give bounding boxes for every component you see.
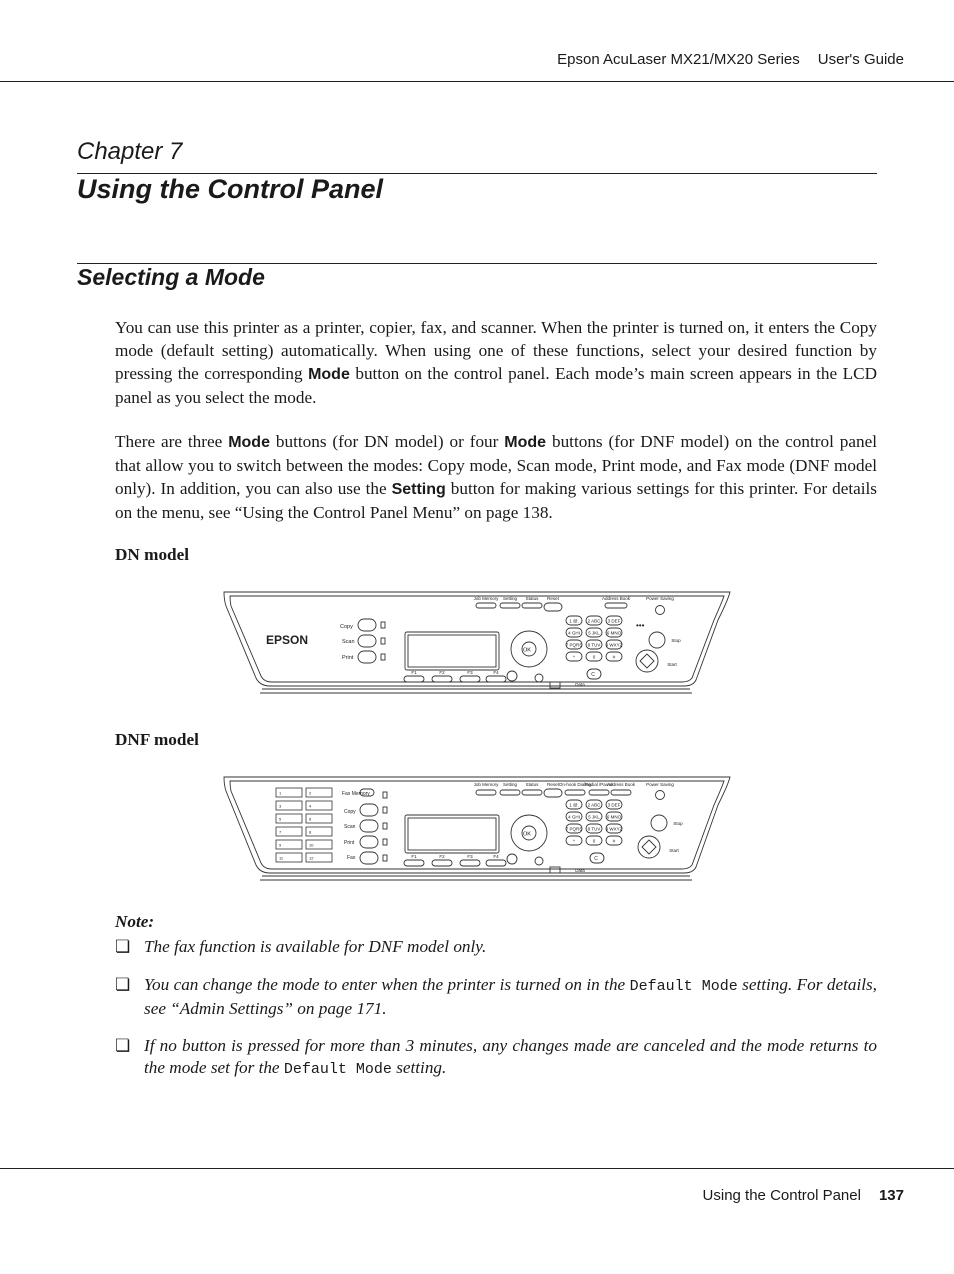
- keypad-key-label: 7 PQRS: [565, 826, 583, 832]
- power-saving-label: Power Saving: [646, 782, 674, 787]
- ok-label: OK: [523, 647, 531, 654]
- footer-rule: [0, 1168, 954, 1169]
- status-label: Status: [525, 782, 539, 787]
- one-touch-key-label: 2: [309, 790, 312, 796]
- intro-paragraph: You can use this printer as a printer, copier, fax, and scanner. When the printer is turned on, it enters the Copy mode (default setting) automatically. When using one of these functions, select your desired function by pressing the corresponding Mode button on the control panel. Each mode’s main screen appears in the LCD panel as you select the mode.: [115, 318, 878, 407]
- checkbox-bullet-icon: ❏: [115, 937, 131, 956]
- dnf-model-label: DNF model: [115, 730, 199, 749]
- keypad-key-label: 3 DEF: [607, 618, 621, 624]
- header-text: [557, 51, 904, 68]
- header-guide: User's Guide: [817, 51, 904, 68]
- scan-button[interactable]: [358, 635, 376, 647]
- f1-label: F1: [411, 854, 417, 859]
- keypad-key-label: 1 @.: [569, 802, 579, 808]
- keypad-key-label: #: [612, 838, 616, 844]
- f1-label: F1: [411, 670, 417, 675]
- f4-label: F4: [493, 854, 499, 859]
- one-touch-key-label: 9: [279, 842, 282, 848]
- one-touch-key-label: 8: [309, 829, 312, 835]
- keypad-key-label: 9 WXYZ: [605, 826, 623, 832]
- scan-label: Scan: [342, 639, 355, 645]
- setting-label: Setting: [502, 782, 518, 787]
- note-item-3: ❏ If no button is pressed for more than 3 minutes, any changes made are canceled and the mode returns to the mode set for the Default Mode setting.: [115, 1036, 877, 1078]
- note-item-2: ❏ You can change the mode to enter when the printer is turned on in the Default Mode setting. For details, see “Admin Settings” on page 171.: [115, 975, 877, 1018]
- note-label: Note:: [115, 912, 155, 931]
- setting-label: Setting: [502, 596, 518, 601]
- chapter-title: Using the Control Panel: [77, 174, 384, 204]
- dn-control-panel-figure: [222, 590, 732, 696]
- stop-label: Stop: [671, 638, 681, 643]
- data-label: Data: [575, 868, 585, 873]
- keypad-key-label: 6 MNO: [606, 814, 622, 820]
- stop-label: Stop: [673, 821, 683, 826]
- chapter-label: Chapter 7: [77, 138, 183, 165]
- print-button[interactable]: [358, 651, 376, 663]
- one-touch-key-label: 7: [279, 829, 282, 835]
- keypad-key-label: 2 ABC: [587, 802, 601, 808]
- address-book-label: Address Book: [601, 596, 631, 601]
- mode-keyword: Mode: [308, 366, 350, 383]
- keypad-key-label: 5 JKL: [588, 814, 600, 820]
- page-footer: [703, 1187, 904, 1204]
- reset-label: Reset: [547, 596, 559, 601]
- keypad-key-label: 5 JKL: [588, 630, 600, 636]
- start-button[interactable]: [638, 836, 660, 858]
- address-book-label: Address Book: [606, 782, 636, 787]
- f4-label: F4: [493, 670, 499, 675]
- stop-button[interactable]: [651, 815, 667, 831]
- keypad-key-label: *: [573, 838, 575, 844]
- reset-label: Reset: [547, 782, 559, 787]
- one-touch-key-label: 3: [279, 803, 282, 809]
- checkbox-bullet-icon: ❏: [115, 975, 131, 994]
- scan-label: Scan: [344, 824, 356, 830]
- keypad-key-label: 4 GHI: [568, 630, 580, 636]
- ellipsis-dots: •••: [636, 621, 645, 630]
- f3-label: F3: [467, 670, 473, 675]
- one-touch-keys[interactable]: [276, 788, 332, 862]
- keypad-key-label: 8 TUV: [587, 826, 601, 832]
- lcd-screen: [405, 815, 499, 853]
- job-memory-label: Job Memory: [473, 596, 499, 601]
- footer-title: Using the Control Panel: [702, 1187, 861, 1204]
- keypad-key-label: 6 MNO: [606, 630, 622, 636]
- keypad-key-label: 2 ABC: [587, 618, 601, 624]
- one-touch-key-label: 10: [309, 842, 314, 848]
- header-product: Epson AcuLaser MX21/MX20 Series: [557, 51, 800, 68]
- keypad-key-label: 3 DEF: [607, 802, 621, 808]
- modes-paragraph: There are three Mode buttons (for DN model) or four Mode buttons (for DNF model) on the control panel that allow you to switch between the modes: Copy mode, Scan mode, Print mode, and Fax mode (DNF model only). In addition, you can also use the Setting button for making various settings for this printer. For details on the menu, see “Using the Control Panel Menu” on page 138.: [115, 432, 877, 522]
- copy-button[interactable]: [360, 804, 378, 816]
- copy-button[interactable]: [358, 619, 376, 631]
- keypad-key-label: 9 WXYZ: [605, 642, 623, 648]
- default-mode-code: Default Mode: [283, 1061, 392, 1078]
- f3-label: F3: [467, 854, 473, 859]
- fax-label: Fax: [347, 855, 356, 861]
- on-hook-label: On-hook Dialing: [558, 782, 592, 787]
- status-label: Status: [525, 596, 539, 601]
- default-mode-code: Default Mode: [629, 978, 738, 995]
- dn-model-label: DN model: [115, 545, 189, 564]
- reset-button[interactable]: [544, 789, 562, 797]
- setting-keyword: Setting: [391, 481, 446, 498]
- one-touch-key-label: 6: [309, 816, 312, 822]
- checkbox-bullet-icon: ❏: [115, 1036, 131, 1055]
- keypad-key-label: *: [573, 654, 575, 660]
- power-saving-button[interactable]: [656, 791, 665, 800]
- ok-label: OK: [523, 831, 531, 838]
- one-touch-key-label: 11: [279, 855, 284, 861]
- keypad-key-label: #: [612, 654, 616, 660]
- one-touch-key-label: 5: [279, 816, 282, 822]
- page-number: 137: [878, 1187, 904, 1204]
- print-label: Print: [342, 655, 354, 661]
- clear-label: C: [591, 672, 595, 678]
- fax-button[interactable]: [360, 852, 378, 864]
- power-saving-button[interactable]: [656, 606, 665, 615]
- start-button[interactable]: [636, 650, 658, 672]
- copy-label: Copy: [344, 809, 356, 815]
- f2-label: F2: [439, 670, 445, 675]
- f2-label: F2: [439, 854, 445, 859]
- power-saving-label: Power Saving: [646, 596, 674, 601]
- scan-button[interactable]: [360, 820, 378, 832]
- clear-label: C: [594, 856, 598, 862]
- keypad-key-label: 0: [592, 838, 596, 844]
- keypad-key-label: 8 TUV: [587, 642, 601, 648]
- start-label: Start: [667, 662, 677, 667]
- keypad-key-label: 0: [592, 654, 596, 660]
- stop-button[interactable]: [649, 632, 665, 648]
- numeric-keypad[interactable]: [566, 616, 623, 661]
- print-label: Print: [344, 840, 355, 846]
- brand-logo: EPSON: [266, 633, 309, 647]
- keypad-key-label: 1 @.: [569, 618, 579, 624]
- one-touch-key-label: 1: [279, 790, 282, 796]
- redial-pause-label: Redial /Pause: [584, 782, 614, 787]
- data-label: Data: [575, 682, 585, 687]
- mode-keyword: Mode: [504, 434, 547, 451]
- fax-memory-label: Fax Memory: [342, 791, 370, 797]
- keypad-key-label: 4 GHI: [568, 814, 580, 820]
- one-touch-key-label: 4: [309, 803, 312, 809]
- dnf-control-panel-figure: [222, 775, 732, 883]
- one-touch-key-label: 12: [309, 855, 314, 861]
- note-item-1: ❏ The fax function is available for DNF model only.: [115, 937, 487, 956]
- section-title: Selecting a Mode: [77, 264, 265, 290]
- keypad-key-label: 7 PQRS: [565, 642, 583, 648]
- start-label: Start: [669, 848, 679, 853]
- job-memory-label: Job Memory: [473, 782, 499, 787]
- mode-keyword: Mode: [228, 434, 270, 451]
- reset-button[interactable]: [544, 603, 562, 611]
- page-header: [0, 0, 954, 82]
- numeric-keypad[interactable]: [566, 800, 623, 845]
- lcd-screen: [405, 632, 499, 670]
- print-button[interactable]: [360, 836, 378, 848]
- copy-label: Copy: [340, 624, 353, 630]
